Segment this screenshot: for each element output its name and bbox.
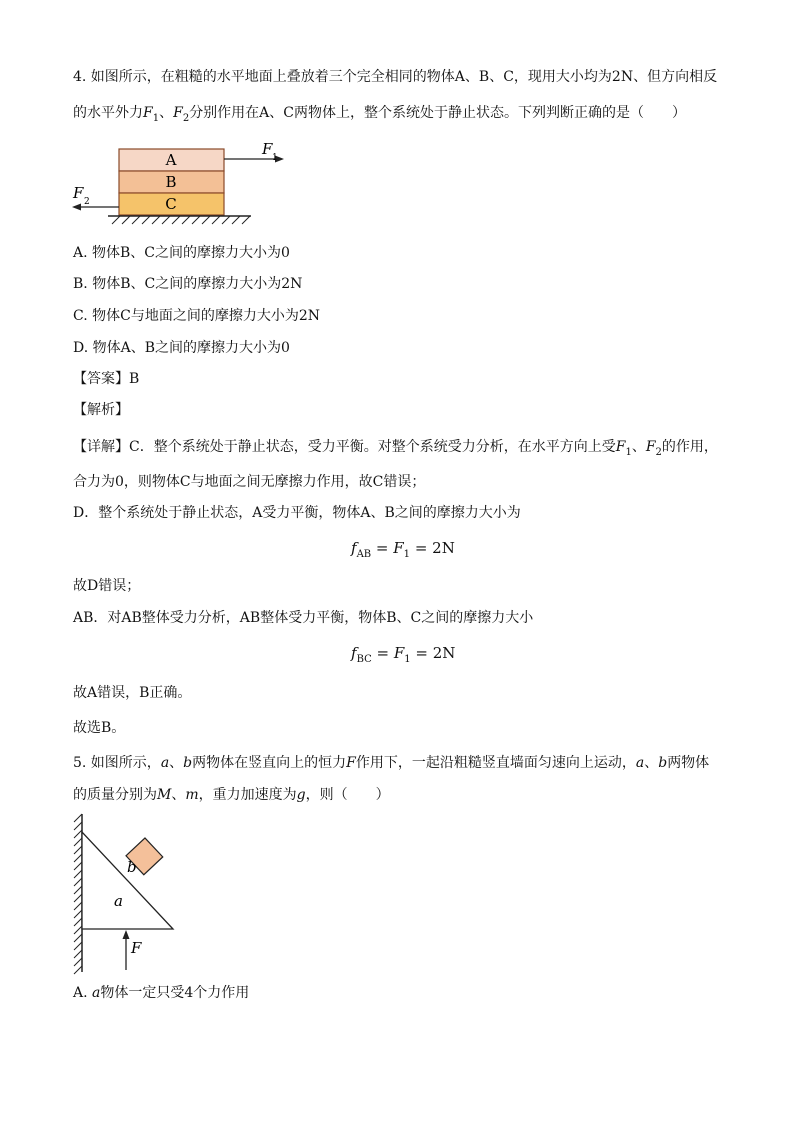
q4-option-c: C. 物体C与地面之间的摩擦力大小为2N <box>73 308 320 324</box>
block-c-label: C <box>165 195 177 213</box>
wall-hatching <box>74 814 82 974</box>
wedge-a-label: a <box>114 892 123 910</box>
q5-stem-line2: 的质量分别为M、m，重力加速度为g，则（ ） <box>73 787 390 803</box>
q4-detail-2: 合力为0，则物体C与地面之间无摩擦力作用，故C错误； <box>73 474 426 490</box>
force1-label: F <box>262 140 273 158</box>
ground-hatching <box>112 216 250 224</box>
q4-detail-3: D．整个系统处于静止状态，A受力平衡，物体A、B之间的摩擦力大小为 <box>73 505 521 521</box>
q5-option-a: A. a物体一定只受4个力作用 <box>73 985 250 1001</box>
force1-sub: 1 <box>272 153 278 163</box>
q4-detail-1: 【详解】C．整个系统处于静止状态，受力平衡。对整个系统受力分析，在水平方向上受$F_1$、$F_2$的作用， <box>73 439 718 458</box>
q4-option-d: D. 物体A、B之间的摩擦力大小为0 <box>73 340 290 356</box>
q4-option-a: A. 物体B、C之间的摩擦力大小为0 <box>73 245 290 261</box>
q4-detail-6: 故A错误，B正确。 <box>73 685 192 701</box>
block-b-label: B <box>165 173 177 191</box>
block-b-label: b <box>127 858 137 876</box>
q4-block-stack-figure <box>68 138 288 230</box>
q4-equation-1: $f_{AB} = F_1 = 2N$ <box>351 539 455 560</box>
force2-label: F <box>73 184 84 202</box>
q4-stem-line1: 4. 如图所示，在粗糙的水平地面上叠放着三个完全相同的物体A、B、C，现用大小均为2N、但方向相反 <box>73 69 718 85</box>
q5-stem-line1: 5. 如图所示，a、b两物体在竖直向上的恒力F作用下，一起沿粗糙竖直墙面匀速向上运动，a、b两物体 <box>73 755 710 771</box>
q4-answer: 【答案】B <box>73 371 140 387</box>
q4-detail-7: 故选B。 <box>73 720 126 736</box>
wedge-a <box>82 832 173 929</box>
q4-analysis-label: 【解析】 <box>73 402 129 418</box>
force-f-label: F <box>131 939 142 957</box>
q4-detail-5: AB．对AB整体受力分析，AB整体受力平衡，物体B、C之间的摩擦力大小 <box>73 610 534 626</box>
block-a-label: A <box>165 151 177 169</box>
q4-equation-2: $f_{BC} = F_1 = 2N$ <box>351 644 456 665</box>
q4-detail-4: 故D错误； <box>73 578 141 594</box>
q5-wall-wedge-figure <box>68 812 188 977</box>
q4-stem-line2: 的水平外力$F_1$、$F_2$分别作用在A、C两物体上，整个系统处于静止状态。下列判断正确的是（ ） <box>73 105 687 124</box>
force2-sub: 2 <box>84 197 90 207</box>
q4-option-b: B. 物体B、C之间的摩擦力大小为2N <box>73 276 303 292</box>
